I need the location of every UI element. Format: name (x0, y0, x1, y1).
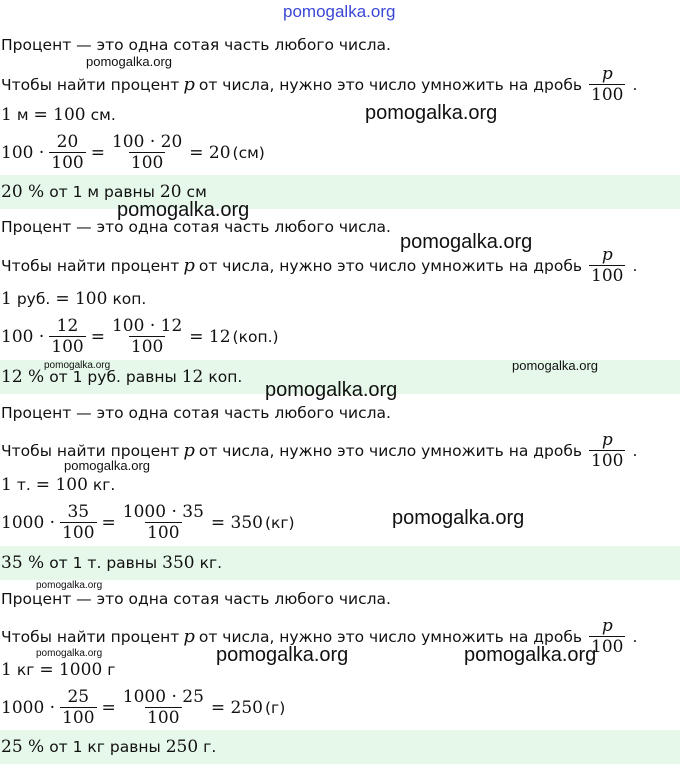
watermark: pomogalka.org (400, 231, 533, 253)
watermark: pomogalka.org (86, 54, 172, 69)
calculation-line: 100 · $\frac{12}{100}$ = $\frac{100 \cdot 12}{100}$ = 12 (коп.) (1, 316, 279, 357)
watermark: pomogalka.org (64, 458, 150, 473)
watermark: pomogalka.org (36, 648, 103, 659)
calculation-line: 1000 · $\frac{35}{100}$ = $\frac{1000 \cdot 35}{100}$ = 350 (кг) (1, 502, 295, 543)
answer-band: 12 % от 1 руб. равны 12 коп. (0, 360, 680, 394)
definition-text: Процент — это одна сотая часть любого числа. (1, 218, 391, 236)
watermark: pomogalka.org (365, 102, 498, 124)
fraction: $\frac{12}{100}$ (51, 316, 84, 357)
watermark: pomogalka.org (265, 379, 398, 401)
fraction: $\frac{1000 \cdot 35}{100}$ (122, 502, 204, 543)
watermark: pomogalka.org (392, 507, 525, 529)
watermark: pomogalka.org (44, 360, 111, 371)
rule-line: Чтобы найти процент p от числа, нужно это число умножить на дробь $\frac{p}{100}$ . (1, 616, 638, 657)
answer-band: 20 % от 1 м равны 20 см (0, 175, 680, 209)
fact-line: 1 кг = 1000 г (1, 660, 116, 680)
watermark: pomogalka.org (512, 358, 598, 373)
answer-band: 25 % от 1 кг равны 250 г. (0, 730, 680, 764)
fraction: $\frac{20}{100}$ (51, 132, 84, 173)
fact-line: 1 м = 100 см. (1, 105, 116, 125)
fraction: $\frac{1000 \cdot 25}{100}$ (122, 687, 204, 728)
watermark: pomogalka.org (464, 644, 597, 666)
rule-line: Чтобы найти процент p от числа, нужно это число умножить на дробь $\frac{p}{100}$ . (1, 430, 638, 471)
fraction: $\frac{25}{100}$ (62, 687, 95, 728)
fraction-p-over-100: $\frac{p}{100}$ (591, 430, 624, 471)
fact-line: 1 руб. = 100 коп. (1, 289, 147, 309)
rule-tail: от числа, нужно это число умножить на дробь (198, 75, 583, 94)
rule-text: Чтобы найти процент (1, 75, 180, 94)
answer-band: 35 % от 1 т. равны 350 кг. (0, 546, 680, 580)
definition-text: Процент — это одна сотая часть любого числа. (1, 36, 391, 54)
watermark: pomogalka.org (216, 644, 349, 666)
fraction-p-over-100: $\frac{p}{100}$ (591, 616, 624, 657)
fraction: $\frac{100 \cdot 20}{100}$ (111, 132, 183, 173)
site-watermark[interactable]: pomogalka.org (283, 2, 396, 21)
fraction-p-over-100: $\frac{p}{100}$ (591, 64, 624, 105)
fact-line: 1 т. = 100 кг. (1, 475, 116, 495)
fraction: $\frac{35}{100}$ (62, 502, 95, 543)
definition-text: Процент — это одна сотая часть любого числа. (1, 590, 391, 608)
fraction-p-over-100: $\frac{p}{100}$ (591, 245, 624, 286)
watermark: pomogalka.org (36, 580, 103, 591)
watermark: pomogalka.org (117, 199, 250, 221)
rule-line: Чтобы найти процент p от числа, нужно это число умножить на дробь $\frac{p}{100}$ . (1, 245, 638, 286)
variable-p: p (183, 73, 195, 95)
calculation-line: 1000 · $\frac{25}{100}$ = $\frac{1000 \cdot 25}{100}$ = 250 (г) (1, 687, 286, 728)
fraction: $\frac{100 \cdot 12}{100}$ (111, 316, 183, 357)
calculation-line: 100 · $\frac{20}{100}$ = $\frac{100 \cdot 20}{100}$ = 20 (см) (1, 132, 265, 173)
rule-line: Чтобы найти процент p от числа, нужно это число умножить на дробь $\frac{p}{100}$ . (1, 64, 638, 105)
definition-text: Процент — это одна сотая часть любого числа. (1, 404, 391, 422)
